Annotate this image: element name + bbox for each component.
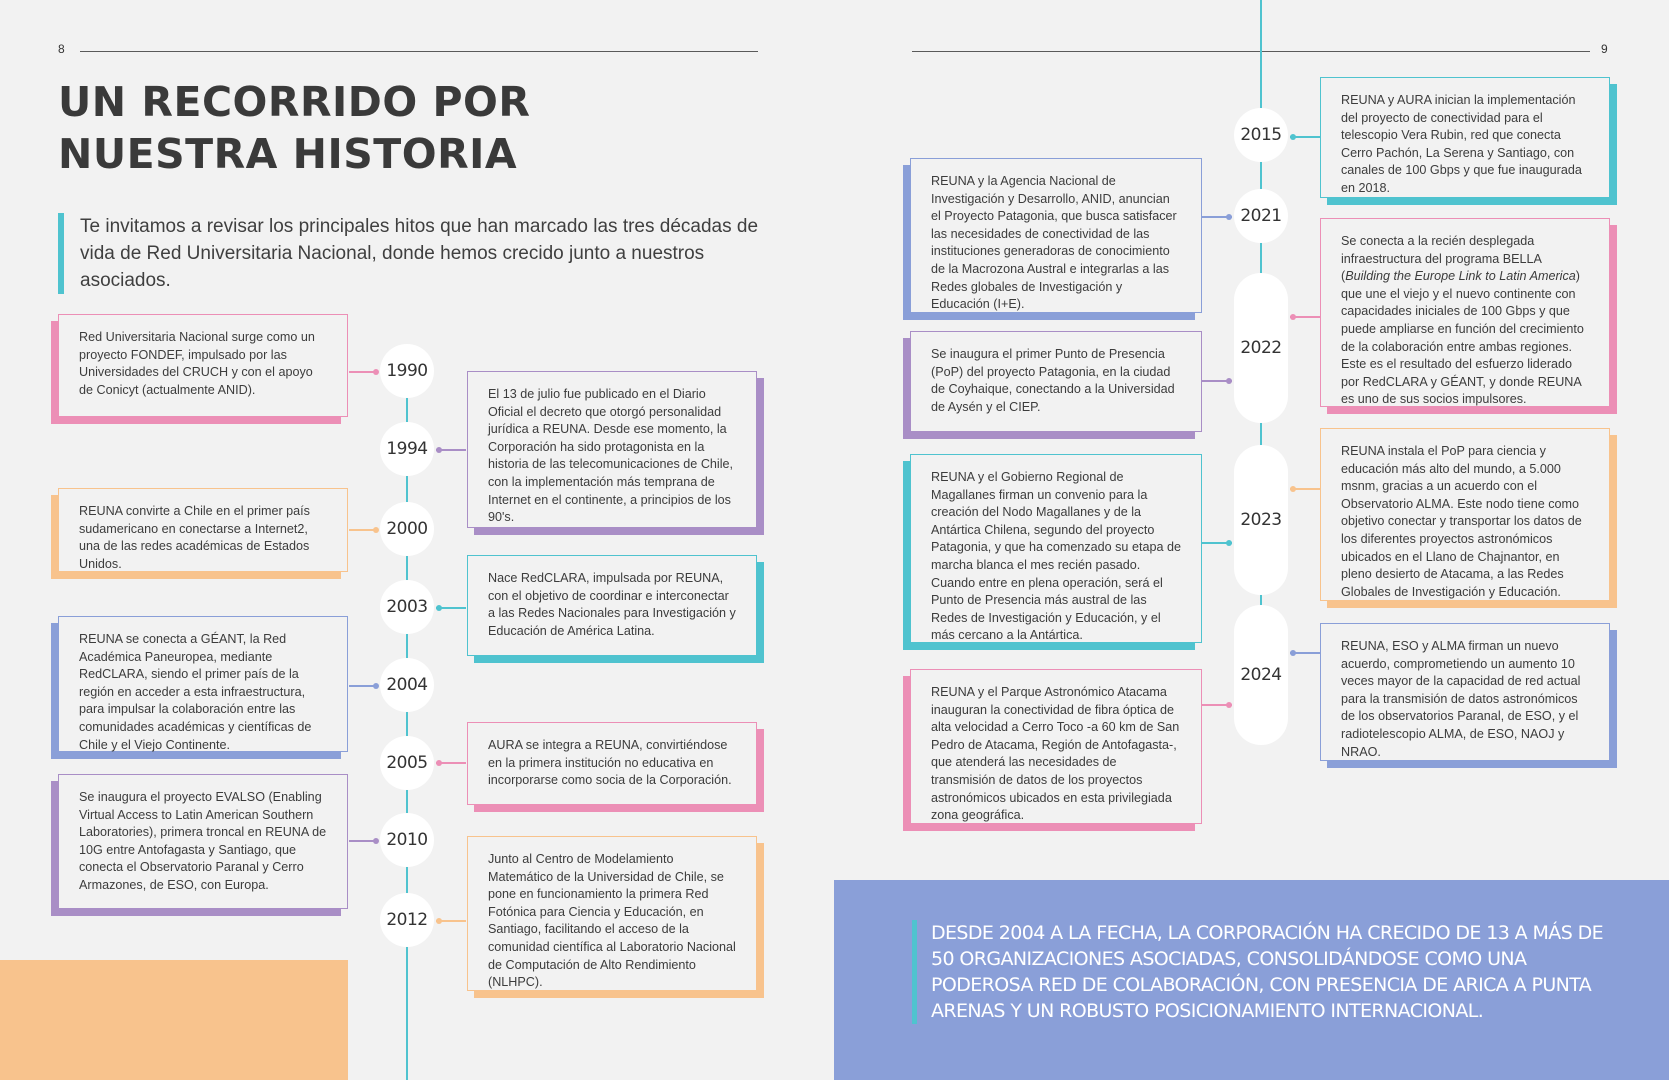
year-marker-2004: 2004 <box>380 658 434 712</box>
connector-dot <box>373 683 379 689</box>
milestone-card-1994: El 13 de julio fue publicado en el Diario Oficial el decreto que otorgó personalidad jurídica a REUNA. Desde ese momento, la Corporación ha sido protagonista en la historia de las telecomunicaciones de Chile, con la implementación más temprana de Internet en el continente, a principios de los 90's. <box>467 371 757 528</box>
milestone-card-2023-magallanes: REUNA y el Gobierno Regional de Magallanes firman un convenio para la creación del Nodo Magallanes y de la Antártica Chilena, segundo del proyecto Patagonia, y que ha comenzado su etapa de marcha blanca el mes recién pasado. Cuando entre en plena operación, será el Punto de Presencia más austral de las Redes de Investigación y Educación, y el más cercano a la Antártica. <box>910 454 1202 643</box>
connector-dot <box>373 527 379 533</box>
milestone-card-2022-bella <box>1320 218 1610 407</box>
connector-dot <box>1290 650 1296 656</box>
year-marker-1994: 1994 <box>380 422 434 476</box>
milestone-card-2005: AURA se integra a REUNA, convirtiéndose en la primera institución no educativa en incorporarse como socia de la Corporación. <box>467 722 757 805</box>
year-marker-2015: 2015 <box>1234 108 1288 162</box>
page-number-left: 8 <box>58 42 65 56</box>
header-rule-left <box>80 51 758 52</box>
year-marker-2012: 2012 <box>380 893 434 947</box>
page-number-right: 9 <box>1601 42 1608 56</box>
milestone-card-2010: Se inaugura el proyecto EVALSO (Enabling Virtual Access to Latin American Southern Laboratories), primera troncal en REUNA de 10G entre Antofagasta y Santiago, que conecta el Observatorio Paranal y Cerro Armazones, de ESO, con Europa. <box>58 774 348 909</box>
year-marker-2023: 2023 <box>1234 445 1288 595</box>
bella-text-italic: Building the Europe Link to Latin America <box>1345 269 1576 284</box>
connector-dot <box>436 760 442 766</box>
milestone-card-2012: Junto al Centro de Modelamiento Matemático de la Universidad de Chile, se pone en funcionamiento la primera Red Fotónica para Ciencia y Educación, en Santiago, facilitando el acceso de la comunidad científica al Laboratorio Nacional de Computación de Alto Rendimiento (NLHPC). <box>467 836 757 991</box>
year-marker-2022: 2022 <box>1234 273 1288 423</box>
milestone-card-2000: REUNA convirte a Chile en el primer país sudamericano en conectarse a Internet2, una de las redes académicas de Estados Unidos. <box>58 488 348 572</box>
year-marker-2000: 2000 <box>380 502 434 556</box>
milestone-card-2015: REUNA y AURA inician la implementación del proyecto de conectividad para el telescopio Vera Rubin, red que conecta Cerro Pachón, La Serena y Santiago, con canales de 100 Gbps y que fue inaugurada en 2018. <box>1320 77 1610 198</box>
year-marker-2003: 2003 <box>380 580 434 634</box>
intro-paragraph: Te invitamos a revisar los principales hitos que han marcado las tres décadas de vida de Red Universitaria Nacional, donde hemos crecido junto a nuestros asociados. <box>58 213 792 294</box>
page-title: UN RECORRIDO POR NUESTRA HISTORIA <box>58 78 531 178</box>
connector-dot <box>1226 702 1232 708</box>
timeline-line-left <box>406 370 408 1080</box>
year-marker-2021: 2021 <box>1234 189 1288 243</box>
year-marker-2024: 2024 <box>1234 605 1288 745</box>
connector-dot <box>373 838 379 844</box>
bella-text-post: ) que une el viejo y el nuevo continente con capacidades iniciales de 100 Gbps y que puede ampliarse en función del crecimiento de la colaboración entre ambas regiones. Este es el resultado del esfuerzo liderado por RedCLARA y GÉANT, y donde REUNA es uno de sus socios impulsores. <box>1341 269 1584 407</box>
milestone-card-2022-pop: Se inaugura el primer Punto de Presencia (PoP) del proyecto Patagonia, en la ciudad de Coyhaique, conectando a la Universidad de Aysén y el CIEP. <box>910 331 1202 432</box>
header-rule-right <box>912 51 1590 52</box>
connector-dot <box>1290 314 1296 320</box>
year-marker-2005: 2005 <box>380 736 434 790</box>
milestone-card-2003: Nace RedCLARA, impulsada por REUNA, con el objetivo de coordinar e interconectar a las Redes Nacionales para Investigación y Educación de América Latina. <box>467 555 757 656</box>
bella-text-pre: Se conecta a la recién desplegada infraestructura del programa BELLA ( <box>1341 234 1542 284</box>
milestone-card-2004: REUNA se conecta a GÉANT, la Red Académica Paneuropea, mediante RedCLARA, siendo el primer país de la región en acceder a esta infraestructura, para impulsar la colaboración entre las comunidades académicas y científicas de Chile y el Viejo Continente. <box>58 616 348 752</box>
milestone-card-1990: Red Universitaria Nacional surge como un proyecto FONDEF, impulsado por las Universidades del CRUCH y con el apoyo de Conicyt (actualmente ANID). <box>58 314 348 417</box>
connector-dot <box>436 605 442 611</box>
connector-dot <box>1290 134 1296 140</box>
milestone-card-2023-alma: REUNA instala el PoP para ciencia y educación más alto del mundo, a 5.000 msnm, gracias a un acuerdo con el Observatorio ALMA. Este nodo tiene como objetivo conectar y transportar los datos de los diferentes proyectos astronómicos ubicados en el Llano de Chajnantor, en pleno desierto de Atacama, a las Redes Globales de Investigación y Educación. <box>1320 428 1610 601</box>
milestone-card-2024-cerro-toco: REUNA y el Parque Astronómico Atacama inauguran la conectividad de fibra óptica de alta velocidad a Cerro Toco -a 60 km de San Pedro de Atacama, Región de Antofagasta-, que atenderá las necesidades de transmisión de datos de los proyectos astronómicos ubicados en esta privilegiada zona geográfica. <box>910 669 1202 824</box>
connector-dot <box>373 369 379 375</box>
milestone-card-2021: REUNA y la Agencia Nacional de Investigación y Desarrollo, ANID, anuncian el Proyecto Patagonia, que busca satisfacer las necesidades de conectividad de las instituciones generadoras de conocimiento de la Macrozona Austral e integrarlas a las Redes globales de Investigación y Educación (I+E). <box>910 158 1202 313</box>
highlight-banner-text: DESDE 2004 A LA FECHA, LA CORPORACIÓN HA CRECIDO DE 13 A MÁS DE 50 ORGANIZACIONES ASOCIADAS, CONSOLIDÁNDOSE COMO UNA PODEROSA RED DE COLABORACIÓN, CON PRESENCIA DE ARICA A PUNTA ARENAS Y UN ROBUSTO POSICIONAMIENTO INTERNACIONAL. <box>912 920 1621 1024</box>
connector-dot <box>436 447 442 453</box>
connector-dot <box>436 918 442 924</box>
year-marker-1990: 1990 <box>380 344 434 398</box>
year-marker-2010: 2010 <box>380 813 434 867</box>
connector-dot <box>1226 540 1232 546</box>
connector-dot <box>1226 214 1232 220</box>
connector-dot <box>1226 378 1232 384</box>
milestone-card-2024-eso-alma: REUNA, ESO y ALMA firman un nuevo acuerdo, comprometiendo un aumento 10 veces mayor de la capacidad de red actual para la transmisión de datos astronómicos de los observatorios Paranal, de ESO, y el radiotelescopio ALMA, de ESO, NAOJ y NRAO. <box>1320 623 1610 761</box>
decorative-orange-block <box>0 960 348 1080</box>
connector-dot <box>1290 486 1296 492</box>
